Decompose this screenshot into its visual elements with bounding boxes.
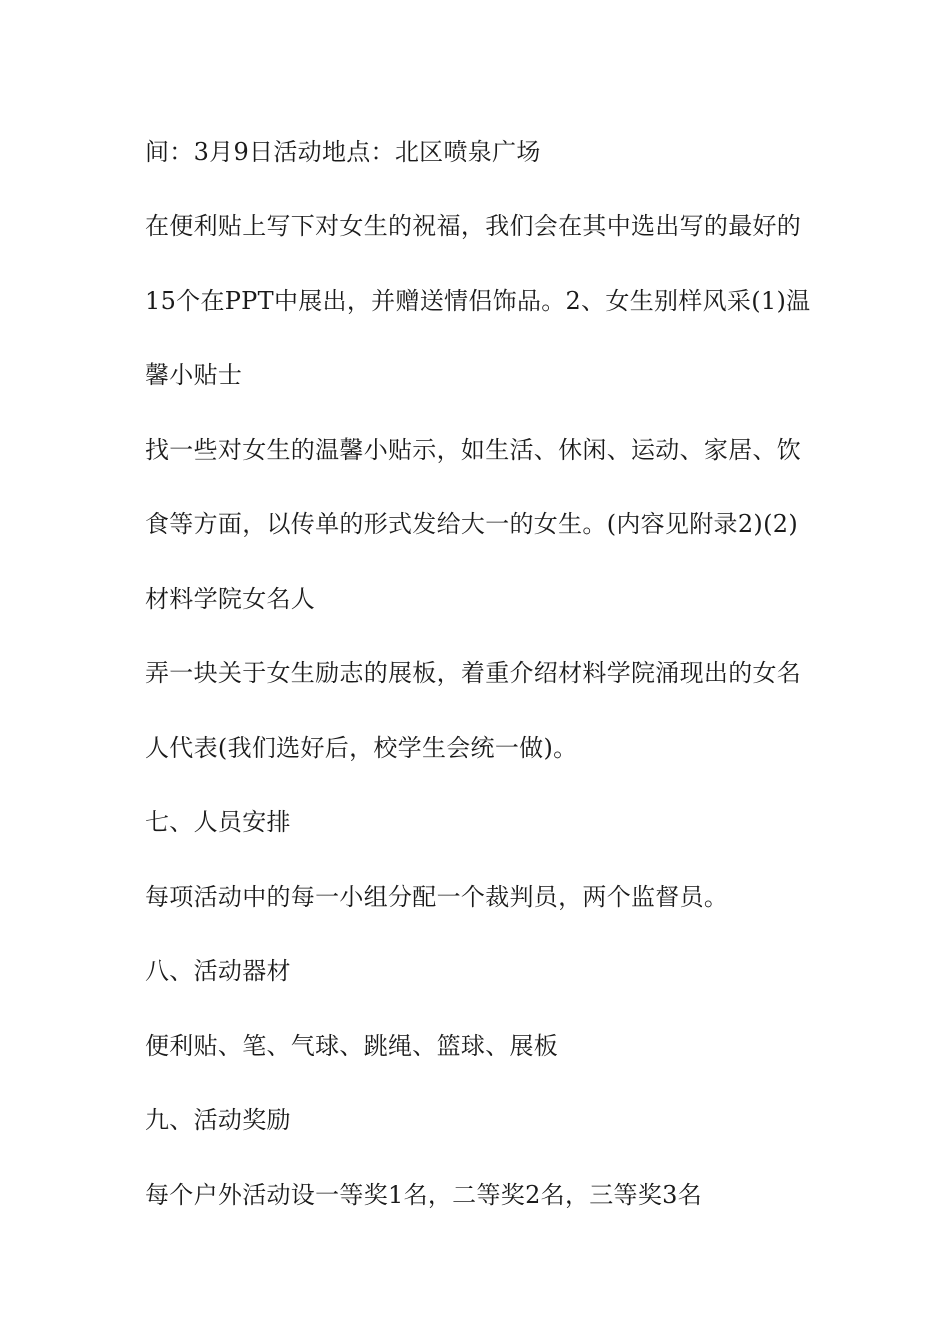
text-line: 馨小贴士 <box>145 361 243 389</box>
text-line: 每个户外活动设一等奖1名，二等奖2名，三等奖3名 <box>145 1181 703 1209</box>
text-line: 食等方面，以传单的形式发给大一的女生。(内容见附录2)(2) <box>145 510 798 538</box>
text-line: 每项活动中的每一小组分配一个裁判员，两个监督员。 <box>145 883 729 911</box>
text-line: 便利贴、笔、气球、跳绳、篮球、展板 <box>145 1032 559 1060</box>
text-line: 弄一块关于女生励志的展板，着重介绍材料学院涌现出的女名 <box>145 659 802 687</box>
text-line: 在便利贴上写下对女生的祝福，我们会在其中选出写的最好的 <box>145 212 802 240</box>
text-line: 15个在PPT中展出，并赠送情侣饰品。2、女生别样风采(1)温 <box>145 287 811 315</box>
text-line: 人代表(我们选好后，校学生会统一做)。 <box>145 734 578 762</box>
section-heading: 八、活动器材 <box>145 957 291 985</box>
text-line: 材料学院女名人 <box>145 585 316 613</box>
text-line: 间：3月9日活动地点：北区喷泉广场 <box>145 138 541 166</box>
section-heading: 九、活动奖励 <box>145 1106 291 1134</box>
section-heading: 七、人员安排 <box>145 808 291 836</box>
text-line: 找一些对女生的温馨小贴示，如生活、休闲、运动、家居、饮 <box>145 436 802 464</box>
